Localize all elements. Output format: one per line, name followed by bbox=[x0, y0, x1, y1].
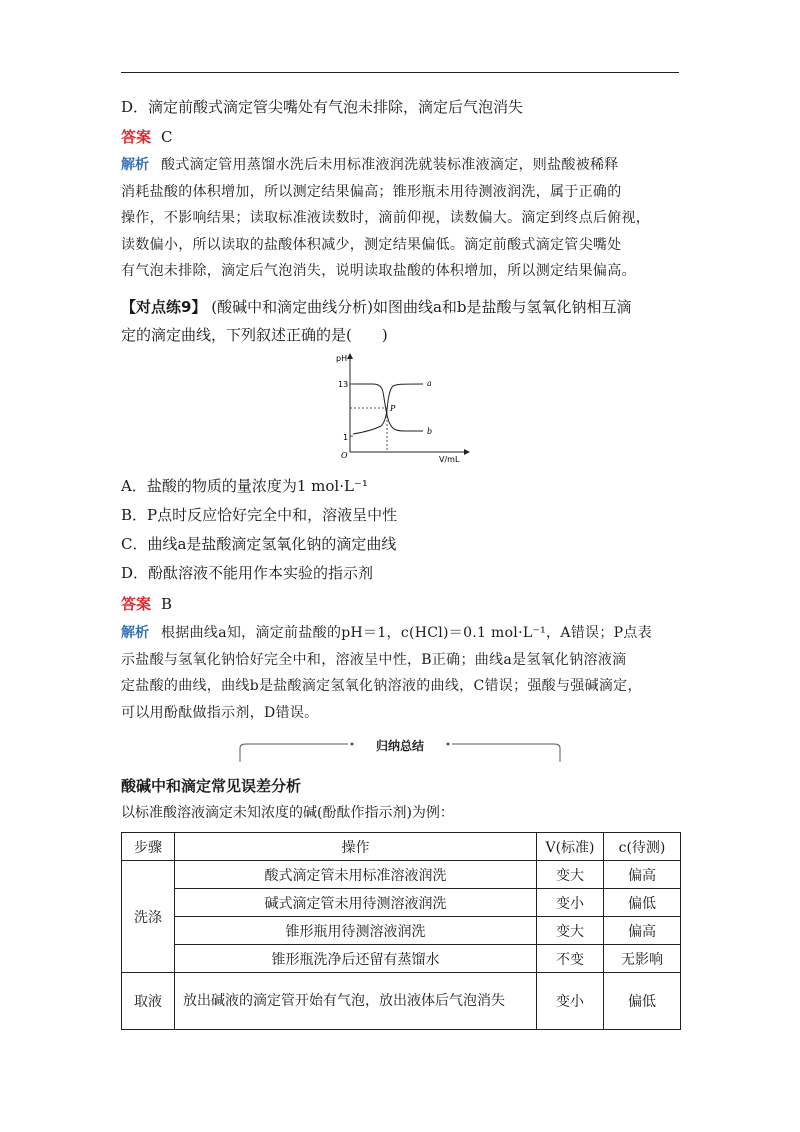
header-v-standard: V(标准) bbox=[537, 833, 604, 861]
header-c-unknown: c(待测) bbox=[604, 833, 681, 861]
c-cell: 偏低 bbox=[604, 889, 681, 917]
question-tag: 【对点练9】 bbox=[121, 298, 207, 316]
answer-label: 答案 bbox=[121, 595, 152, 613]
q9-explanation bbox=[121, 620, 681, 726]
error-analysis-table bbox=[121, 832, 681, 1030]
v-cell: 变小 bbox=[537, 973, 604, 1030]
c-cell: 偏高 bbox=[604, 917, 681, 945]
summary-intro: 以标准酸溶液滴定未知浓度的碱(酚酞作指示剂)为例： bbox=[121, 805, 454, 821]
explanation-label: 解析 bbox=[121, 625, 149, 641]
answer-label: 答案 bbox=[121, 128, 152, 146]
c-cell: 偏高 bbox=[604, 861, 681, 889]
curve-a-label: a bbox=[427, 379, 432, 388]
c-cell: 偏低 bbox=[604, 973, 681, 1030]
explanation-line: 操作，不影响结果；读取标准液读数时，滴前仰视，读数偏大。滴定到终点后俯视， bbox=[121, 210, 651, 226]
summary-heading: 酸碱中和滴定常见误差分析 bbox=[121, 777, 302, 795]
operation-cell: 锥形瓶用待测溶液润洗 bbox=[175, 917, 537, 945]
explanation-line: 读数偏小，所以读取的盐酸体积减少，测定结果偏低。滴定前酸式滴定管尖嘴处 bbox=[121, 236, 622, 253]
top-rule bbox=[121, 72, 679, 73]
table-header-row bbox=[122, 833, 681, 861]
titration-curve-graph bbox=[335, 352, 475, 464]
prev-option-d: D．滴定前酸式滴定管尖嘴处有气泡未排除，滴定后气泡消失 bbox=[121, 98, 524, 116]
tick-1-label: 1 bbox=[343, 433, 349, 442]
question-9-stem bbox=[121, 297, 681, 317]
table-row bbox=[122, 973, 681, 1030]
q9-answer bbox=[121, 594, 681, 614]
v-cell: 变大 bbox=[537, 917, 604, 945]
c-cell: 无影响 bbox=[604, 945, 681, 973]
option-c: C．曲线a是盐酸滴定氢氧化钠的滴定曲线 bbox=[121, 535, 397, 553]
header-operation: 操作 bbox=[175, 833, 537, 861]
prev-answer bbox=[121, 127, 681, 147]
operation-cell: 锥形瓶洗净后还留有蒸馏水 bbox=[175, 945, 537, 973]
table-row bbox=[122, 889, 681, 917]
curve-b-label: b bbox=[427, 427, 433, 436]
x-axis-label: V/mL bbox=[439, 455, 460, 464]
option-b: B．P点时反应恰好完全中和，溶液呈中性 bbox=[121, 506, 398, 524]
v-cell: 不变 bbox=[537, 945, 604, 973]
operation-cell: 酸式滴定管未用标准溶液润洗 bbox=[175, 861, 537, 889]
explanation-line: 定盐酸的曲线，曲线b是盐酸滴定氢氧化钠溶液的曲线，C错误；强酸与强碱滴定， bbox=[121, 678, 642, 694]
question-stem-line2: 定的滴定曲线，下列叙述正确的是( ) bbox=[121, 326, 388, 344]
point-p-label: P bbox=[390, 404, 396, 413]
v-cell: 变大 bbox=[537, 861, 604, 889]
explanation-line: 有气泡未排除，滴定后气泡消失，说明读取盐酸的体积增加，所以测定结果偏高。 bbox=[121, 263, 636, 279]
operation-cell: 碱式滴定管未用待测溶液润洗 bbox=[175, 889, 537, 917]
question-stem-line1: (酸碱中和滴定曲线分析)如图曲线a和b是盐酸与氢氧化钠相互滴 bbox=[211, 298, 632, 316]
header-step: 步骤 bbox=[122, 833, 175, 861]
table-row bbox=[122, 917, 681, 945]
origin-label: O bbox=[341, 451, 348, 460]
prev-explanation bbox=[121, 152, 681, 285]
step-cell: 取液 bbox=[122, 973, 175, 1030]
explanation-line: 酸式滴定管用蒸馏水洗后未用标准液润洗就装标准液滴定，则盐酸被稀释 bbox=[161, 157, 619, 173]
step-cell: 洗涤 bbox=[122, 861, 175, 973]
explanation-line: 可以用酚酞做指示剂，D错误。 bbox=[121, 704, 319, 721]
table-row bbox=[122, 861, 681, 889]
answer-value: B bbox=[161, 595, 173, 613]
curve-a bbox=[353, 384, 423, 434]
explanation-label: 解析 bbox=[121, 157, 149, 173]
curve-b bbox=[353, 384, 423, 431]
explanation-line: 根据曲线a知，滴定前盐酸的pH＝1，c(HCl)＝0.1 mol·L⁻¹，A错误；P点表 bbox=[161, 625, 652, 641]
answer-value: C bbox=[161, 128, 173, 146]
summary-banner-title: 归纳总结 bbox=[375, 739, 424, 753]
option-d: D．酚酞溶液不能用作本实验的指示剂 bbox=[121, 564, 374, 582]
operation-cell: 放出碱液的滴定管开始有气泡，放出液体后气泡消失 bbox=[175, 973, 537, 1030]
tick-13-label: 13 bbox=[338, 380, 349, 389]
y-axis-label: pH bbox=[336, 354, 348, 363]
v-cell: 变小 bbox=[537, 889, 604, 917]
explanation-line: 消耗盐酸的体积增加，所以测定结果偏高；锥形瓶未用待测液润洗，属于正确的 bbox=[121, 183, 622, 200]
explanation-line: 示盐酸与氢氧化钠恰好完全中和，溶液呈中性，B正确；曲线a是氢氧化钠溶液滴 bbox=[121, 651, 627, 668]
table-row bbox=[122, 945, 681, 973]
option-a: A．盐酸的物质的量浓度为1 mol·L⁻¹ bbox=[121, 477, 368, 495]
